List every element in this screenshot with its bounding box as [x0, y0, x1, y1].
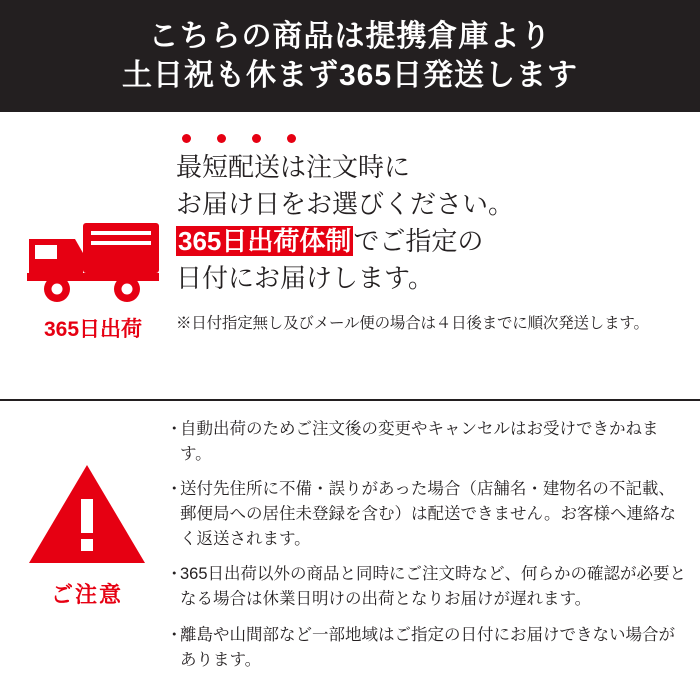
truck-badge	[10, 126, 176, 393]
list-item-text: 送付先住所に不備・誤りがあった場合（店舗名・建物名の不記載、郵便局への居住未登録を含む）は配送できません。お客様へ連絡なく返送されます。	[180, 480, 676, 549]
bullet-icon: ・	[166, 565, 183, 584]
shipping-line-1: 最短配送は注文時に	[176, 152, 411, 182]
warning-badge-label: ご注意	[50, 582, 123, 607]
header-line-2: 土日祝も休まず365日発送します	[121, 59, 579, 92]
dot-icon	[182, 134, 191, 143]
truck-badge-label: 365日出荷	[43, 317, 143, 341]
list-item	[166, 562, 688, 612]
decorative-dots	[182, 134, 690, 143]
bullet-icon: ・	[166, 480, 183, 499]
warning-triangle-icon	[25, 461, 149, 572]
shipping-section	[0, 112, 700, 399]
shipping-note: ※日付指定無し及びメール便の場合は４日後までに順次発送します。	[176, 314, 649, 332]
shipping-message	[176, 126, 690, 393]
delivery-truck-icon	[23, 205, 163, 309]
bullet-icon: ・	[166, 625, 183, 644]
highlight-365-badge: 365日出荷体制	[178, 225, 352, 256]
header-line-1: こちらの商品は提携倉庫より	[148, 19, 552, 53]
warning-badge	[8, 415, 166, 692]
list-item-text: 自動出荷のためご注文後の変更やキャンセルはお受けできかねます。	[180, 420, 659, 464]
dot-icon	[287, 134, 296, 143]
shipping-line-3-rest: でご指定の	[353, 225, 484, 256]
shipping-line-3	[176, 223, 690, 260]
list-item	[166, 477, 688, 552]
shipping-line-2: お届け日をお選びください。	[176, 188, 515, 219]
list-item-text: 365日出荷以外の商品と同時にご注文時など、何らかの確認が必要となる場合は休業日明けの出荷となりお届けが遅れます。	[180, 565, 687, 609]
list-item-text: 離島や山間部など一部地域はご指定の日付にお届けできない場合があります。	[180, 625, 675, 669]
caution-list	[166, 415, 688, 692]
dot-icon	[252, 134, 261, 143]
banner-header	[0, 0, 700, 112]
dot-icon	[217, 134, 226, 143]
bullet-icon: ・	[166, 420, 183, 438]
caution-section	[0, 401, 700, 700]
shipping-line-4: 日付にお届けします。	[176, 262, 434, 293]
list-item	[166, 623, 688, 673]
list-item	[166, 417, 688, 467]
